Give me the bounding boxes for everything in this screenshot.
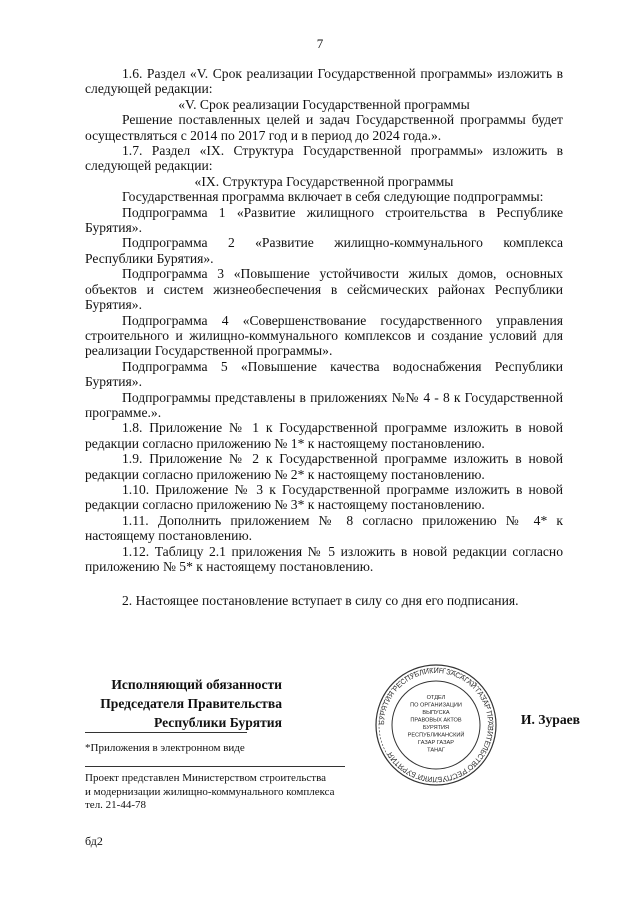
paragraph: Подпрограмма 1 «Развитие жилищного строительства в Республике Бурятия». (85, 204, 563, 236)
project-note-line-1: Проект представлен Министерством строительства (85, 772, 327, 784)
paragraph: Решение поставленных целей и задач Государственной программы будет осуществляться с 2014 по 2017 год и в период до 2024 года.». (85, 112, 563, 143)
document-code: бд2 (85, 834, 103, 848)
paragraph: Подпрограммы представлены в приложениях №№ 4 - 8 к Государственной программе.». (85, 389, 563, 420)
footnote: *Приложения в электронном виде (85, 742, 245, 754)
seal-inner-line: РЕСПУБЛИКАНСКИЙ (407, 732, 465, 739)
signer-name: И. Зураев (520, 712, 580, 727)
paragraph: Государственная программа включает в себя следующие подпрограммы: (122, 189, 544, 205)
official-seal-icon (374, 663, 498, 787)
seal-inner-line: ПО ОРГАНИЗАЦИИ (410, 702, 462, 709)
project-note-line-3: тел. 21-44-78 (85, 799, 147, 811)
signature-title (60, 675, 282, 732)
paragraph: 1.8. Приложение № 1 к Государственной программе изложить в новой редакции согласно приложению № 1* к настоящему постановлению. (85, 420, 563, 451)
seal-inner-line: ОТДЕЛ (426, 695, 446, 701)
seal-inner-line: ТАНАГ (427, 747, 445, 754)
paragraph: 1.11. Дополнить приложением № 8 согласно приложению № 4* к настоящему постановлению. (85, 512, 563, 544)
paragraph: Подпрограмма 2 «Развитие жилищно-коммунального комплекса Республики Бурятия». (85, 235, 563, 266)
seal-inner-line: ВЫПУСКА (422, 710, 450, 716)
signature-line-3: Республики Бурятия (153, 715, 282, 730)
paragraph: 1.10. Приложение № 3 к Государственной программе изложить в новой редакции согласно приложению № 3* к настоящему постановлению. (85, 481, 563, 513)
page-number: 7 (316, 36, 324, 51)
seal-inner-line: ГАЗАР ГАЗАР (418, 740, 454, 746)
paragraph: Подпрограмма 3 «Повышение устойчивости жилых домов, основных объектов и систем жизнеобеспечения в сейсмических районах Республики Бурятия». (85, 266, 563, 313)
footnote-divider (85, 732, 247, 733)
signature-line-2: Председателя Правительства (100, 696, 282, 711)
document-body (85, 66, 563, 609)
paragraph: Подпрограмма 5 «Повышение качества водоснабжения Республики Бурятия». (85, 358, 563, 390)
project-note (85, 772, 335, 813)
paragraph: 1.12. Таблицу 2.1 приложения № 5 изложить в новой редакции согласно приложению № 5* к настоящему постановлению. (85, 543, 563, 574)
paragraph: 2. Настоящее постановление вступает в силу со дня его подписания. (122, 593, 519, 609)
paragraph: 1.6. Раздел «V. Срок реализации Государственной программы» изложить в следующей редакции: (85, 66, 563, 97)
paragraph: «IX. Структура Государственной программы (194, 173, 454, 189)
project-divider (85, 766, 345, 767)
seal-ring-text: БУРЯТИЯ РЕСПУБЛИКИН ЗАСАГАЙ ГАЗАР ПРАВИТЕЛЬСТВО РЕСПУБЛИКИ БУРЯТИЯ (376, 665, 496, 785)
seal-inner-line: ПРАВОВЫХ АКТОВ (410, 717, 462, 724)
seal-inner-line: БУРЯТИЯ (422, 725, 450, 731)
paragraph: Подпрограмма 4 «Совершенствование государственного управления строительного и жилищно-коммунального комплексов и создание условий для реализации Государственной программы». (85, 312, 563, 359)
paragraph: 1.9. Приложение № 2 к Государственной программе изложить в новой редакции согласно приложению № 2* к настоящему постановлению. (85, 451, 563, 482)
paragraph: 1.7. Раздел «IX. Структура Государственной программы» изложить в следующей редакции: (85, 143, 563, 174)
paragraph: «V. Срок реализации Государственной программы (178, 96, 470, 112)
project-note-line-2: и модернизации жилищно-коммунального комплекса (85, 785, 335, 798)
signature-line-1: Исполняющий обязанности (111, 677, 282, 692)
